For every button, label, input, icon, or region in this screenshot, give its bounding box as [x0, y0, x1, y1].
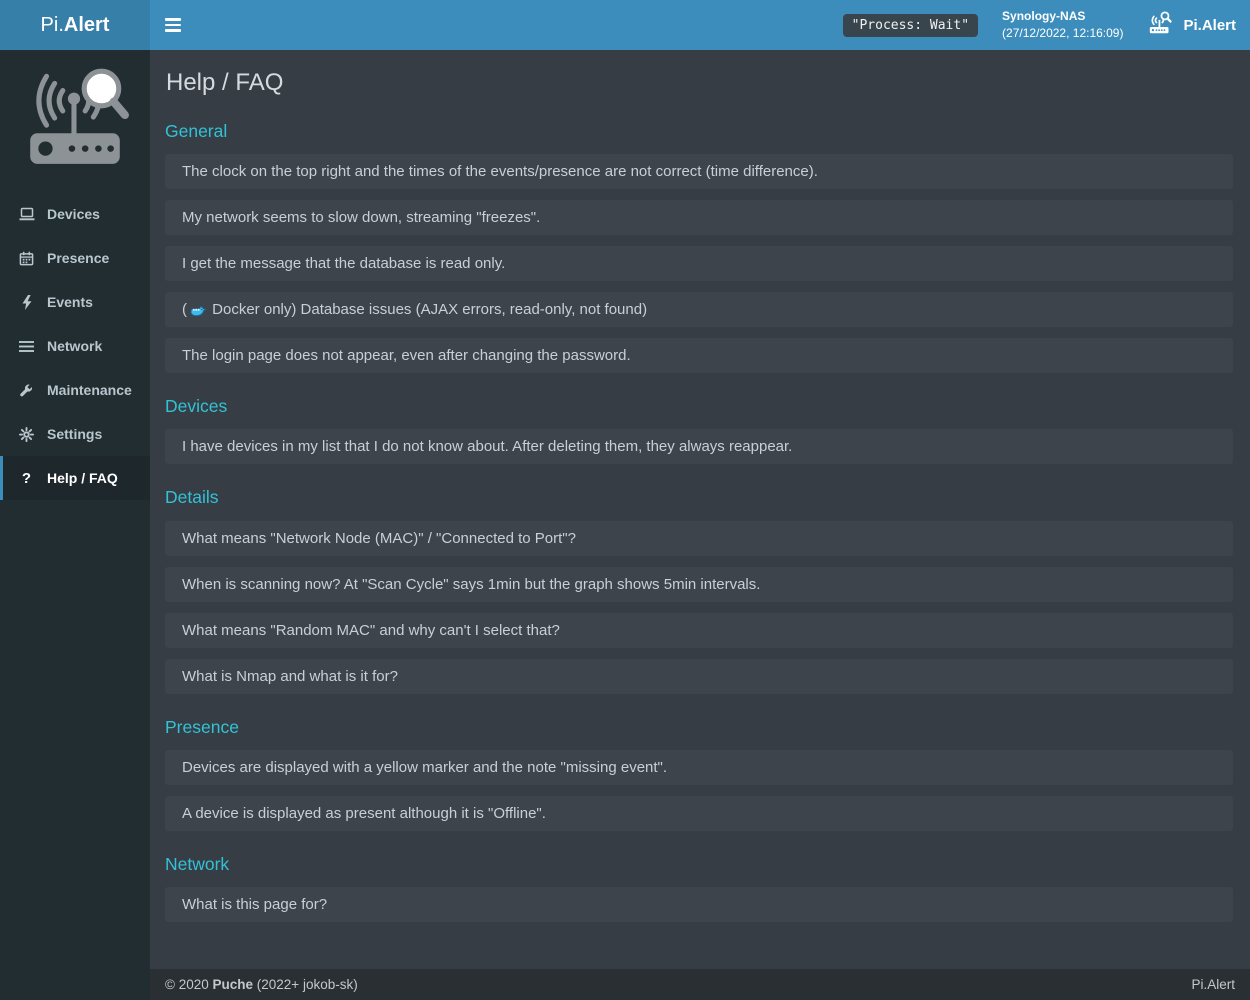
sidebar-item-network[interactable] — [0, 324, 150, 368]
app-logo[interactable] — [0, 0, 150, 50]
sidebar-item-label: Presence — [47, 250, 110, 266]
content-area — [150, 50, 1250, 1000]
bolt-icon — [18, 295, 35, 310]
pialert-logo — [0, 50, 150, 176]
footer-maintainer: (2022+ jokob-sk) — [256, 977, 358, 992]
main-content — [150, 50, 1250, 969]
question-text: Docker only) Database issues (AJAX errors, read-only, not found) — [208, 301, 648, 319]
nas-timestamp: (27/12/2022, 12:16:09) — [1002, 26, 1124, 40]
question-text: ( — [182, 301, 187, 319]
app-logo-prefix: Pi. — [40, 13, 64, 36]
hamburger-icon — [165, 18, 181, 32]
question-icon: ? — [21, 469, 32, 487]
sidebar-item-label: Maintenance — [47, 382, 132, 398]
footer-brand: Pi.Alert — [1191, 977, 1235, 992]
faq-question-row[interactable]: The clock on the top right and the times of the events/presence are not correct (time difference). — [165, 154, 1233, 189]
sidebar-item-help-faq[interactable] — [0, 456, 150, 500]
footer-copyright — [165, 977, 358, 992]
sidebar-item-label: Settings — [47, 426, 103, 442]
header-brand-link[interactable] — [1147, 11, 1236, 39]
hamburger-menu-button[interactable] — [150, 0, 196, 50]
sidebar — [0, 50, 150, 1000]
faq-question-row[interactable]: What is this page for? — [165, 887, 1233, 922]
faq-question-row[interactable]: What is Nmap and what is it for? — [165, 659, 1233, 694]
network-icon — [18, 340, 35, 353]
section-title: Network — [165, 853, 230, 874]
section-title: Details — [165, 487, 219, 508]
sidebar-menu — [0, 192, 150, 500]
sidebar-item-presence[interactable] — [0, 236, 150, 280]
footer — [150, 969, 1250, 1000]
section-title: General — [165, 120, 228, 141]
pialert-router-icon — [1147, 11, 1174, 39]
nas-name: Synology-NAS — [1002, 9, 1086, 24]
sidebar-item-devices[interactable] — [0, 192, 150, 236]
nas-info — [1002, 8, 1123, 42]
header-brand-label: Pi.Alert — [1183, 16, 1236, 34]
faq-question-row[interactable]: My network seems to slow down, streaming "freezes". — [165, 200, 1233, 235]
sidebar-item-maintenance[interactable] — [0, 368, 150, 412]
footer-author: Puche — [212, 977, 254, 992]
sidebar-item-settings[interactable] — [0, 412, 150, 456]
faq-question-row[interactable]: What means "Random MAC" and why can't I select that? — [165, 613, 1233, 648]
footer-copyright-year: © 2020 — [165, 977, 209, 992]
sidebar-item-label: Network — [47, 338, 103, 354]
header-right-cluster — [843, 0, 1250, 50]
section-title: Devices — [165, 396, 228, 417]
faq-question-row[interactable]: When is scanning now? At "Scan Cycle" says 1min but the graph shows 5min intervals. — [165, 567, 1233, 602]
process-status-badge: "Process: Wait" — [843, 14, 978, 37]
section-title: Presence — [165, 716, 239, 737]
faq-question-row[interactable]: What means "Network Node (MAC)" / "Connected to Port"? — [165, 521, 1233, 556]
laptop-icon — [18, 207, 35, 221]
calendar-icon — [18, 251, 35, 266]
wrench-icon — [18, 383, 35, 398]
faq-question-row[interactable]: I have devices in my list that I do not know about. After deleting them, they always reappear. — [165, 429, 1233, 464]
faq-question-row[interactable]: I get the message that the database is read only. — [165, 246, 1233, 281]
faq-question-row[interactable] — [165, 292, 1233, 327]
faq-question-row[interactable]: A device is displayed as present although it is "Offline". — [165, 796, 1233, 831]
faq-question-row[interactable]: The login page does not appear, even after changing the password. — [165, 338, 1233, 373]
sidebar-item-label: Events — [47, 294, 93, 310]
sidebar-item-label: Help / FAQ — [47, 470, 118, 486]
app-logo-bold: Alert — [63, 13, 110, 36]
sidebar-item-events[interactable] — [0, 280, 150, 324]
sidebar-item-label: Devices — [47, 206, 100, 222]
faq-sections — [165, 122, 1233, 922]
gear-icon — [18, 427, 35, 442]
faq-question-row[interactable]: Devices are displayed with a yellow marker and the note "missing event". — [165, 750, 1233, 785]
top-header — [0, 0, 1250, 50]
page-title: Help / FAQ — [166, 69, 284, 96]
docker-whale-icon — [189, 293, 206, 327]
